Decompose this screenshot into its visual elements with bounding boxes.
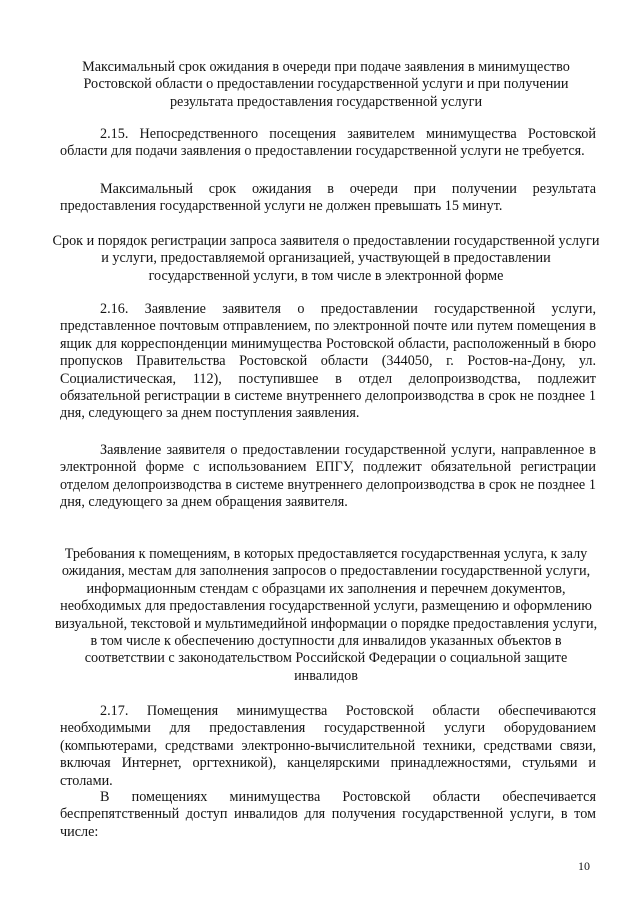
page-number: 10	[578, 859, 590, 873]
paragraph-max-wait: Максимальный срок ожидания в очереди при получении результата предоставления государственной услуги не должен превышать 15 минут.	[60, 181, 596, 215]
section-heading-queue-time: Максимальный срок ожидания в очереди при подаче заявления в минимущество Ростовской области о предоставлении государственной услуги и при получении результата предоставления государственной услуги	[82, 59, 570, 110]
paragraph-2-15: 2.15. Непосредственного посещения заявителем минимущества Ростовской области для подачи заявления о предоставлении государственной услуги не требуется.	[60, 126, 596, 160]
section-heading-premises: Требования к помещениям, в которых предоставляется государственная услуга, к залу ожидания, местам для заполнения запросов о предоставлении государственной услуги, информационным стендам с образцами их заполнения и перечнем документов, необходимых для предоставления государственной услуги, размещению и оформлению визуальной, текстовой и мультимедийной информации о порядке предоставления услуги, в том числе к обеспечению доступности для инвалидов указанных объектов в соответствии с законодательством Российской Федерации о социальной защите инвалидов	[54, 546, 598, 684]
paragraph-2-17: 2.17. Помещения минимущества Ростовской области обеспечиваются необходимыми для предоставления государственной услуги оборудованием (компьютерами, средствами электронно-вычислительной техники, средствами связи, включая Интернет, оргтехникой), канцелярскими принадлежностями, стульями и столами.	[60, 703, 596, 789]
paragraph-epgu-registration: Заявление заявителя о предоставлении государственной услуги, направленное в электронной форме с использованием ЕПГУ, подлежит обязательной регистрации отделом делопроизводства в системе внутреннего делопроизводства в срок не позднее 1 дня, следующего за днем обращения заявителя.	[60, 442, 596, 511]
paragraph-accessibility: В помещениях минимущества Ростовской области обеспечивается беспрепятственный доступ инвалидов для получения государственной услуги, в том числе:	[60, 789, 596, 840]
section-heading-registration: Срок и порядок регистрации запроса заявителя о предоставлении государственной услуги и услуги, предоставляемой организацией, участвующей в предоставлении государственной услуги, в том числе в электронной форме	[52, 233, 600, 284]
paragraph-2-16: 2.16. Заявление заявителя о предоставлении государственной услуги, представленное почтовым отправлением, по электронной почте или путем помещения в ящик для корреспонденции минимущества Ростовской области, расположенный в бюро пропусков Правительства Ростовской области (344050, г. Ростов-на-Дону, ул. Социалистическая, 112), поступившее в отдел делопроизводства, подлежит обязательной регистрации в системе внутреннего делопроизводства в срок не позднее 1 дня, следующего за днем поступления заявления.	[60, 301, 596, 422]
